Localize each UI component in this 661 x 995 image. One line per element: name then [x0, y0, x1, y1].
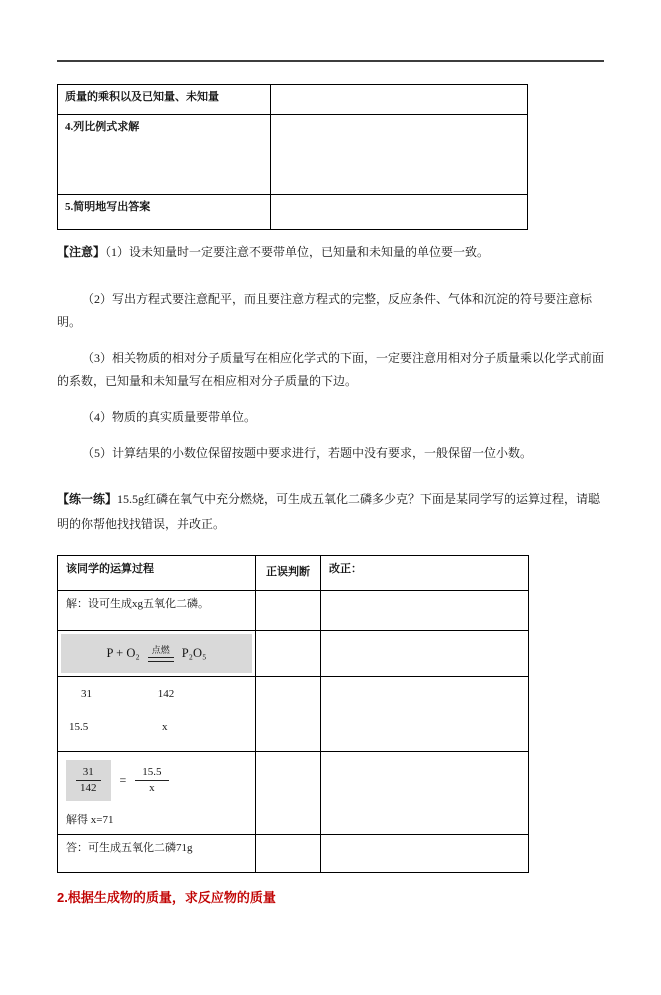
- notes-paragraph-3: [57, 347, 604, 393]
- note-text: （4）物质的真实质量要带单位。: [82, 410, 257, 424]
- molar-mass-right: 142: [157, 688, 175, 700]
- worksheet-page: [0, 60, 661, 906]
- step-text: 质量的乘积以及已知量、未知量: [65, 91, 219, 103]
- blank-correct-cell: [321, 677, 529, 752]
- note-text: （3）相关物质的相对分子质量写在相应化学式的下面，一定要注意用相对分子质量乘以化学式前面的系数，已知量和未知量写在相应相对分子质量的下边。: [57, 351, 605, 388]
- quantity-line: [66, 720, 247, 735]
- molar-mass-line: [66, 687, 247, 702]
- header-process-cell: [58, 556, 256, 591]
- fraction-denominator: x: [149, 781, 155, 794]
- table-row: [58, 195, 528, 230]
- blank-correct-cell: [321, 835, 529, 873]
- blank-judge-cell: [256, 835, 321, 873]
- molar-mass-left: 31: [81, 688, 92, 700]
- blank-correct-cell: [321, 591, 529, 631]
- practice-paragraph: [57, 487, 604, 537]
- double-equals-line: [148, 657, 174, 662]
- header-correct-label: 改正：: [329, 563, 362, 575]
- header-correct-cell: [321, 556, 529, 591]
- section-heading: 2.根据生成物的质量，求反应物的质量: [57, 890, 276, 906]
- table-row: [58, 752, 529, 835]
- blank-correct-cell: [321, 631, 529, 677]
- notes-paragraph-1: [57, 241, 604, 264]
- blank-answer-cell: [271, 85, 528, 115]
- header-process-label: 该同学的运算过程: [66, 563, 154, 575]
- answer-cell: [58, 835, 256, 873]
- solve-result-text: 解得 x=71: [66, 813, 114, 826]
- table-row: [58, 677, 529, 752]
- solution-table: [57, 555, 529, 873]
- top-divider: [57, 60, 604, 62]
- proportion-cell: [58, 752, 256, 835]
- note-text: （1）设未知量时一定要注意不要带单位，已知量和未知量的单位要一致。: [105, 245, 490, 259]
- practice-text: 15.5g红磷在氧气中充分燃烧，可生成五氧化二磷多少克？下面是某同学写的运算过程，请聪明的你帮他找找错误，并改正。: [57, 492, 601, 531]
- blank-judge-cell: [256, 591, 321, 631]
- step-text: 5.简明地写出答案: [65, 201, 151, 213]
- quantity-right: x: [162, 721, 168, 734]
- step-text-cell: [58, 115, 271, 195]
- quantity-left: 15.5: [69, 721, 89, 734]
- equation-reactants: P + O₂: [106, 645, 140, 660]
- steps-table: [57, 84, 528, 230]
- practice-label: 【练一练】: [57, 492, 118, 506]
- notes-label: 【注意】: [57, 245, 106, 259]
- fraction-numerator: 31: [76, 765, 101, 781]
- notes-paragraph-4: [57, 406, 604, 429]
- table-row: [58, 631, 529, 677]
- equation-product: P₂O₅: [181, 645, 207, 660]
- proportion-equation: [66, 760, 247, 801]
- header-judge-cell: [256, 556, 321, 591]
- notes-paragraph-5: [57, 442, 604, 465]
- blank-answer-cell: [271, 115, 528, 195]
- equation-cell: [58, 631, 256, 677]
- fraction-left: [66, 760, 111, 801]
- assume-step-cell: [58, 591, 256, 631]
- blank-answer-cell: [271, 195, 528, 230]
- blank-judge-cell: [256, 677, 321, 752]
- assume-step-text: 解：设可生成xg五氧化二磷。: [66, 598, 209, 610]
- equals-sign: =: [119, 772, 127, 787]
- chemical-equation: [61, 634, 252, 673]
- fraction-numerator: 15.5: [135, 765, 168, 781]
- condition-text: 点燃: [151, 644, 170, 655]
- note-text: （2）写出方程式要注意配平，而且要注意方程式的完整，反应条件、气体和沉淀的符号要注意标明。: [57, 292, 593, 329]
- table-row: [58, 85, 528, 115]
- step-text-cell: [58, 195, 271, 230]
- note-text: （5）计算结果的小数位保留按题中要求进行，若题中没有要求，一般保留一位小数。: [82, 446, 533, 460]
- blank-judge-cell: [256, 752, 321, 835]
- fraction-right: [135, 765, 168, 796]
- reaction-condition: [148, 646, 174, 662]
- table-row: [58, 835, 529, 873]
- notes-paragraph-2: [57, 288, 604, 334]
- step-text: 4.列比例式求解: [65, 121, 140, 133]
- table-row: [58, 115, 528, 195]
- header-judge-label: 正误判断: [266, 566, 310, 579]
- blank-judge-cell: [256, 631, 321, 677]
- blank-correct-cell: [321, 752, 529, 835]
- mass-values-cell: [58, 677, 256, 752]
- answer-text: 答：可生成五氧化二磷71g: [66, 842, 193, 855]
- step-text-cell: [58, 85, 271, 115]
- table-header-row: [58, 556, 529, 591]
- fraction-denominator: 142: [80, 781, 97, 794]
- table-row: [58, 591, 529, 631]
